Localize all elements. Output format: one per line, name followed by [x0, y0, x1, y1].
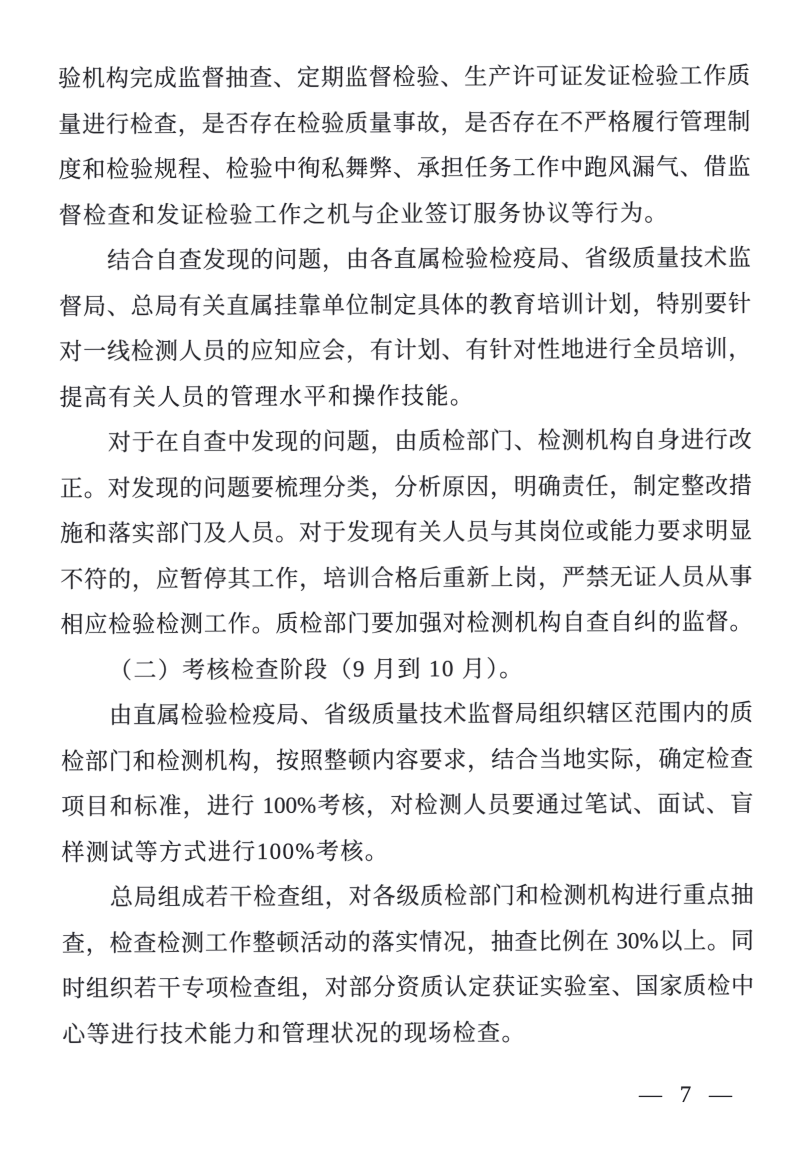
- text-line: 查，检查检测工作整顿活动的落实情况，抽查比例在 30%以上。同: [61, 927, 754, 956]
- text-line: 提高有关人员的管理水平和操作技能。: [59, 382, 475, 410]
- text-line: 总局组成若干检查组，对各级质检部门和检测机构进行重点抽: [109, 881, 754, 910]
- text-line: 验机构完成监督抽查、定期监督检验、生产许可证发证检验工作质: [58, 62, 751, 91]
- text-line: 对于在自查中发现的问题，由质检部门、检测机构自身进行改: [107, 426, 752, 455]
- text-line: 由直属检验检疫局、省级质量技术监督局组织辖区范围内的质: [109, 699, 753, 728]
- text-line: 量进行检查，是否存在检验质量事故，是否存在不严格履行管理制: [58, 108, 751, 137]
- text-line: 结合自查发现的问题，由各直属检验检疫局、省级质量技术监: [107, 244, 751, 273]
- text-line: 相应检验检测工作。质检部门要加强对检测机构自查自纠的监督。: [60, 608, 753, 637]
- text-line: 时组织若干专项检查组，对部分资质认定获证实验室、国家质检中: [62, 972, 755, 1001]
- text-line: 度和检验规程、检验中徇私舞弊、承担任务工作中跑风漏气、借监: [58, 153, 751, 182]
- page-footer: [0, 1072, 802, 1117]
- text-line: 项目和标准，进行 100%考核，对检测人员要通过笔试、面试、盲: [61, 790, 754, 819]
- text-line: 样测试等方式进行100%考核。: [61, 838, 390, 865]
- document-body: [58, 53, 754, 1057]
- text-line: 督检查和发证检验工作之机与企业签订服务协议等行为。: [58, 199, 669, 228]
- text-line: 对一线检测人员的应知应会，有计划、有针对性地进行全员培训，: [59, 335, 752, 364]
- page-number: — 7 —: [639, 1082, 733, 1107]
- text-line: 正。对发现的问题要梳理分类，分析原因，明确责任，制定整改措: [59, 472, 752, 501]
- text-line: 心等进行技术能力和管理状况的现场检查。: [62, 1019, 526, 1047]
- text-line: 检部门和检测机构，按照整顿内容要求，结合当地实际，确定检查: [61, 745, 754, 774]
- section-heading: （二）考核检查阶段（9 月到 10 月）。: [108, 655, 524, 683]
- text-line: 施和落实部门及人员。对于发现有关人员与其岗位或能力要求明显: [60, 517, 753, 546]
- text-line: 督局、总局有关直属挂靠单位制定具体的教育培训计划，特别要针: [59, 290, 752, 319]
- text-line: 不符的，应暂停其工作，培训合格后重新上岗，严禁无证人员从事: [60, 563, 753, 592]
